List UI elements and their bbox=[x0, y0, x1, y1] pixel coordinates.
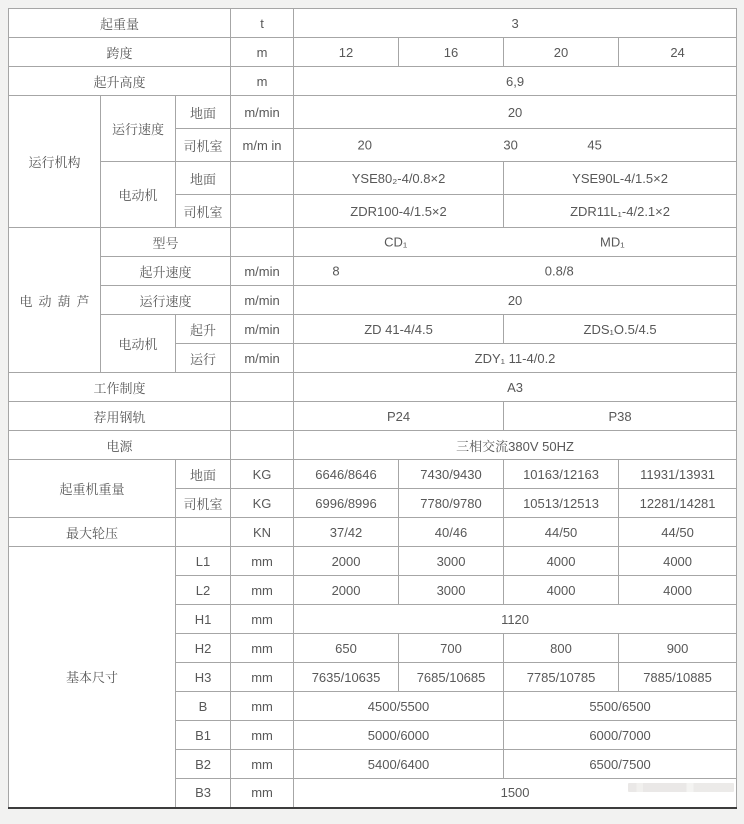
label-hoist-motor: 电动机 bbox=[101, 315, 176, 373]
unit-lift-capacity: t bbox=[231, 9, 294, 38]
value-hoist-motor-lift-right: ZDS₁O.5/4.5 bbox=[504, 315, 737, 344]
value-wheel-load-2: 40/46 bbox=[399, 518, 504, 547]
unit-wheel-load: KN bbox=[231, 518, 294, 547]
row-hoist-travel-speed bbox=[9, 286, 737, 315]
label-electric-hoist: 电动葫芦 bbox=[9, 228, 101, 373]
value-weight-cab-3: 10513/12513 bbox=[504, 489, 619, 518]
label-cab: 司机室 bbox=[176, 195, 231, 228]
unit-empty bbox=[231, 431, 294, 460]
value-hoist-travel-speed: 20 bbox=[294, 286, 737, 315]
row-hoist-model bbox=[9, 228, 737, 257]
value-travel-speed-ground: 20 bbox=[294, 96, 737, 129]
label-travel-motor: 电动机 bbox=[101, 162, 176, 228]
row-travel-speed-ground bbox=[9, 96, 737, 129]
value-b3: 1500 bbox=[294, 779, 737, 808]
value-b1-left: 5000/6000 bbox=[294, 721, 504, 750]
label-dim-l1: L1 bbox=[176, 547, 231, 576]
value-h2-3: 800 bbox=[504, 634, 619, 663]
watermark bbox=[628, 783, 734, 792]
row-wheel-load bbox=[9, 518, 737, 547]
unit-crane-weight: KG bbox=[231, 460, 294, 489]
value-weight-cab-4: 12281/14281 bbox=[619, 489, 737, 518]
label-dim-h3: H3 bbox=[176, 663, 231, 692]
unit-travel-speed-ground: m/min bbox=[231, 96, 294, 129]
row-span bbox=[9, 38, 737, 67]
value-cab-speed-2: 30 bbox=[503, 137, 518, 153]
row-duty bbox=[9, 373, 737, 402]
value-wheel-load-4: 44/50 bbox=[619, 518, 737, 547]
value-l2-2: 3000 bbox=[399, 576, 504, 605]
label-hoist-model: 型号 bbox=[101, 228, 231, 257]
value-power: 三相交流380V 50HZ bbox=[294, 431, 737, 460]
label-hoist-travel-speed: 运行速度 bbox=[101, 286, 231, 315]
value-l2-3: 4000 bbox=[504, 576, 619, 605]
value-b-right: 5500/6500 bbox=[504, 692, 737, 721]
value-h3-4: 7885/10885 bbox=[619, 663, 737, 692]
unit-empty bbox=[231, 162, 294, 195]
label-dim-b2: B2 bbox=[176, 750, 231, 779]
label-hoist-motor-lift: 起升 bbox=[176, 315, 231, 344]
value-duty: A3 bbox=[294, 373, 737, 402]
value-b-left: 4500/5500 bbox=[294, 692, 504, 721]
label-crane-weight: 起重机重量 bbox=[9, 460, 176, 518]
value-hoist-lift-speed-2: 0.8/8 bbox=[544, 263, 574, 279]
label-ground: 地面 bbox=[176, 96, 231, 129]
row-hoist-motor-lift bbox=[9, 315, 737, 344]
value-l2-1: 2000 bbox=[294, 576, 399, 605]
label-hoist-lift-speed: 起升速度 bbox=[101, 257, 231, 286]
unit-mm: mm bbox=[231, 663, 294, 692]
unit-mm: mm bbox=[231, 750, 294, 779]
label-dim-h2: H2 bbox=[176, 634, 231, 663]
label-dim-b: B bbox=[176, 692, 231, 721]
value-hoist-model-cd: CD₁ bbox=[384, 234, 408, 250]
row-travel-motor-ground bbox=[9, 162, 737, 195]
label-hoist-motor-travel: 运行 bbox=[176, 344, 231, 373]
unit-travel-speed-cab: m/m in bbox=[231, 129, 294, 162]
value-lift-capacity: 3 bbox=[294, 9, 737, 38]
unit-hoist-travel-speed: m/min bbox=[231, 286, 294, 315]
value-h2-4: 900 bbox=[619, 634, 737, 663]
unit-hoist-lift-speed: m/min bbox=[231, 257, 294, 286]
unit-crane-weight: KG bbox=[231, 489, 294, 518]
value-lift-height: 6,9 bbox=[294, 67, 737, 96]
value-h3-3: 7785/10785 bbox=[504, 663, 619, 692]
spec-table bbox=[8, 8, 737, 809]
value-weight-ground-4: 11931/13931 bbox=[619, 460, 737, 489]
row-crane-weight-ground bbox=[9, 460, 737, 489]
value-span-24: 24 bbox=[619, 38, 737, 67]
unit-mm: mm bbox=[231, 721, 294, 750]
value-wheel-load-1: 37/42 bbox=[294, 518, 399, 547]
value-weight-cab-1: 6996/8996 bbox=[294, 489, 399, 518]
sub-empty bbox=[176, 518, 231, 547]
row-hoist-lift-speed bbox=[9, 257, 737, 286]
unit-mm: mm bbox=[231, 634, 294, 663]
unit-empty bbox=[231, 373, 294, 402]
value-travel-speed-cab bbox=[294, 129, 737, 162]
unit-span: m bbox=[231, 38, 294, 67]
value-b2-right: 6500/7500 bbox=[504, 750, 737, 779]
label-dim-b1: B1 bbox=[176, 721, 231, 750]
unit-hoist-motor-travel: m/min bbox=[231, 344, 294, 373]
value-weight-ground-1: 6646/8646 bbox=[294, 460, 399, 489]
value-weight-ground-3: 10163/12163 bbox=[504, 460, 619, 489]
row-rail bbox=[9, 402, 737, 431]
value-travel-motor-cab-left: ZDR100-4/1.5×2 bbox=[294, 195, 504, 228]
unit-mm: mm bbox=[231, 779, 294, 808]
label-travel-mechanism: 运行机构 bbox=[9, 96, 101, 228]
unit-mm: mm bbox=[231, 576, 294, 605]
label-dim-h1: H1 bbox=[176, 605, 231, 634]
label-rail: 荐用钢轨 bbox=[9, 402, 231, 431]
value-h2-2: 700 bbox=[399, 634, 504, 663]
value-travel-motor-cab-right: ZDR11L₁-4/2.1×2 bbox=[504, 195, 737, 228]
value-rail-left: P24 bbox=[294, 402, 504, 431]
unit-empty bbox=[231, 195, 294, 228]
label-lift-capacity: 起重量 bbox=[9, 9, 231, 38]
label-cab: 司机室 bbox=[176, 129, 231, 162]
value-span-12: 12 bbox=[294, 38, 399, 67]
value-h1: 1120 bbox=[294, 605, 737, 634]
label-dim-b3: B3 bbox=[176, 779, 231, 808]
label-basic-dimensions: 基本尺寸 bbox=[9, 547, 176, 808]
value-span-16: 16 bbox=[399, 38, 504, 67]
label-cab: 司机室 bbox=[176, 489, 231, 518]
label-power: 电源 bbox=[9, 431, 231, 460]
unit-mm: mm bbox=[231, 692, 294, 721]
value-b1-right: 6000/7000 bbox=[504, 721, 737, 750]
value-h2-1: 650 bbox=[294, 634, 399, 663]
value-h3-1: 7635/10635 bbox=[294, 663, 399, 692]
label-duty: 工作制度 bbox=[9, 373, 231, 402]
unit-lift-height: m bbox=[231, 67, 294, 96]
value-span-20: 20 bbox=[504, 38, 619, 67]
row-dim-l1 bbox=[9, 547, 737, 576]
unit-mm: mm bbox=[231, 547, 294, 576]
value-weight-ground-2: 7430/9430 bbox=[399, 460, 504, 489]
unit-empty bbox=[231, 402, 294, 431]
value-b2-left: 5400/6400 bbox=[294, 750, 504, 779]
value-hoist-motor-travel: ZDY₁ 11-4/0.2 bbox=[294, 344, 737, 373]
value-hoist-lift-speed bbox=[294, 257, 737, 286]
value-hoist-model bbox=[294, 228, 737, 257]
value-cab-speed-3: 45 bbox=[587, 137, 602, 153]
value-hoist-model-md: MD₁ bbox=[599, 234, 625, 250]
unit-mm: mm bbox=[231, 605, 294, 634]
value-l1-2: 3000 bbox=[399, 547, 504, 576]
row-lift-height bbox=[9, 67, 737, 96]
value-travel-motor-ground-left: YSE80₂-4/0.8×2 bbox=[294, 162, 504, 195]
label-travel-speed: 运行速度 bbox=[101, 96, 176, 162]
value-l1-4: 4000 bbox=[619, 547, 737, 576]
label-ground: 地面 bbox=[176, 460, 231, 489]
unit-hoist-motor-lift: m/min bbox=[231, 315, 294, 344]
value-wheel-load-3: 44/50 bbox=[504, 518, 619, 547]
value-l2-4: 4000 bbox=[619, 576, 737, 605]
label-wheel-load: 最大轮压 bbox=[9, 518, 176, 547]
value-l1-3: 4000 bbox=[504, 547, 619, 576]
unit-empty bbox=[231, 228, 294, 257]
value-hoist-motor-lift-left: ZD 41-4/4.5 bbox=[294, 315, 504, 344]
value-travel-motor-ground-right: YSE90L-4/1.5×2 bbox=[504, 162, 737, 195]
value-cab-speed-1: 20 bbox=[357, 137, 372, 153]
row-power bbox=[9, 431, 737, 460]
value-rail-right: P38 bbox=[504, 402, 737, 431]
value-weight-cab-2: 7780/9780 bbox=[399, 489, 504, 518]
value-l1-1: 2000 bbox=[294, 547, 399, 576]
label-ground: 地面 bbox=[176, 162, 231, 195]
label-span: 跨度 bbox=[9, 38, 231, 67]
value-hoist-lift-speed-1: 8 bbox=[332, 263, 340, 279]
label-lift-height: 起升高度 bbox=[9, 67, 231, 96]
row-lift-capacity bbox=[9, 9, 737, 38]
value-h3-2: 7685/10685 bbox=[399, 663, 504, 692]
label-dim-l2: L2 bbox=[176, 576, 231, 605]
